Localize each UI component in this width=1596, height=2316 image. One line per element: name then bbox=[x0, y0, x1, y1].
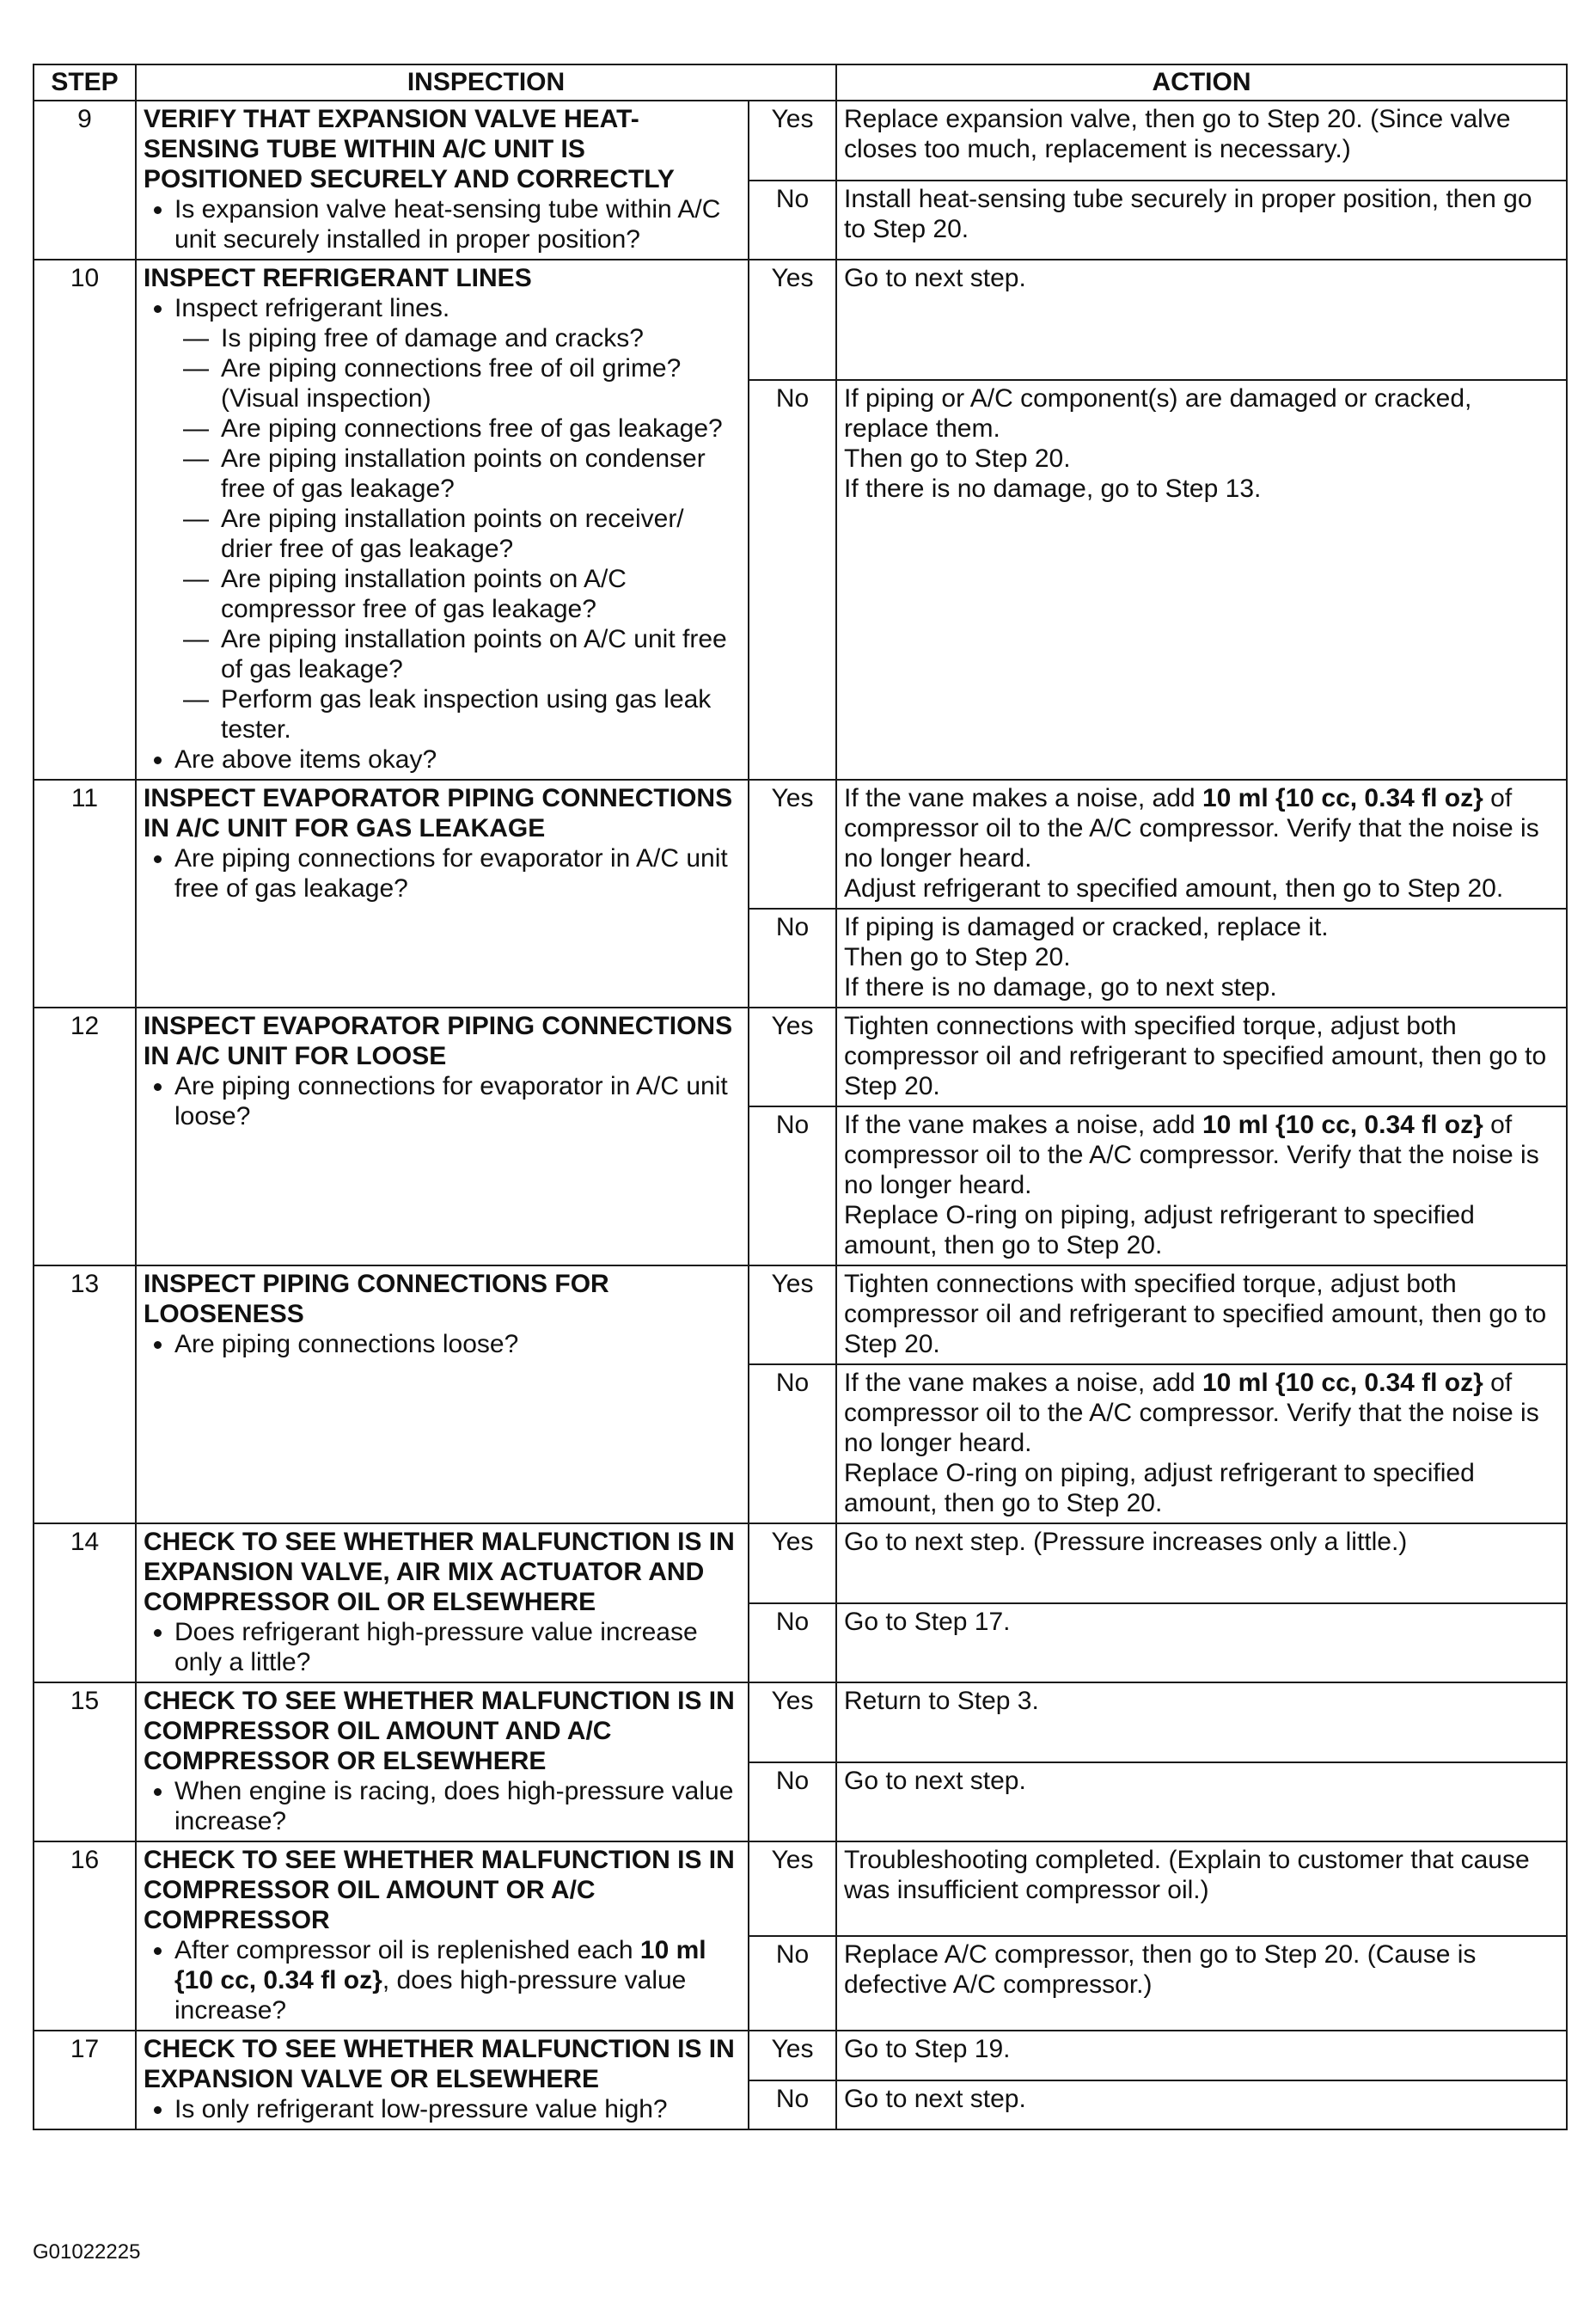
inspection-item-text: Are above items okay? bbox=[174, 745, 437, 774]
inspection-item-text: Are piping connections for evaporator in A/C unit loose? bbox=[174, 1072, 728, 1130]
inspection-cell bbox=[136, 101, 749, 260]
no-action bbox=[836, 909, 1567, 1008]
step-row-11-yes bbox=[34, 780, 1567, 909]
no-action bbox=[836, 1364, 1567, 1523]
action-line: Troubleshooting completed. (Explain to customer that cause was insufficient compressor oil.) bbox=[844, 1846, 1530, 1904]
step-row-13-yes bbox=[34, 1265, 1567, 1364]
action-line: Install heat-sensing tube securely in proper position, then go to Step 20. bbox=[844, 184, 1532, 243]
step-row-15-yes bbox=[34, 1682, 1567, 1762]
yes-label: Yes bbox=[749, 780, 836, 909]
inspection-item-text: Inspect refrigerant lines. bbox=[174, 294, 450, 322]
inspection-items bbox=[144, 843, 741, 904]
action-line: Go to next step. (Pressure increases only a little.) bbox=[844, 1528, 1408, 1556]
text-segment: If the vane makes a noise, add bbox=[844, 784, 1202, 812]
action-header: ACTION bbox=[836, 64, 1567, 101]
inspection-title: CHECK TO SEE WHETHER MALFUNCTION IS IN EXPANSION VALVE OR ELSEWHERE bbox=[144, 2035, 735, 2093]
inspection-item bbox=[174, 1776, 741, 1836]
no-action bbox=[836, 1603, 1567, 1683]
step-number: 14 bbox=[34, 1523, 136, 1682]
no-label: No bbox=[749, 1364, 836, 1523]
yes-label: Yes bbox=[749, 1523, 836, 1603]
action-line: If there is no damage, go to next step. bbox=[844, 973, 1277, 1002]
action-line: Return to Step 3. bbox=[844, 1687, 1039, 1715]
inspection-item-text: Does refrigerant high-pressure value increase only a little? bbox=[174, 1618, 698, 1676]
no-label: No bbox=[749, 2080, 836, 2130]
inspection-item bbox=[174, 2094, 741, 2124]
action-line: Go to next step. bbox=[844, 1766, 1026, 1795]
inspection-cell bbox=[136, 780, 749, 1008]
table-body bbox=[34, 101, 1567, 2129]
header-row bbox=[34, 64, 1567, 101]
text-segment: If the vane makes a noise, add bbox=[844, 1111, 1202, 1139]
inspection-items bbox=[144, 1329, 741, 1359]
yes-action bbox=[836, 2031, 1567, 2080]
inspection-item-text: Are piping connections loose? bbox=[174, 1330, 519, 1358]
yes-label: Yes bbox=[749, 2031, 836, 2080]
inspection-title: INSPECT EVAPORATOR PIPING CONNECTIONS IN A/C UNIT FOR LOOSE bbox=[144, 1012, 733, 1070]
inspection-cell bbox=[136, 1841, 749, 2031]
inspection-title: CHECK TO SEE WHETHER MALFUNCTION IS IN COMPRESSOR OIL AMOUNT OR A/C COMPRESSOR bbox=[144, 1846, 735, 1934]
inspection-items bbox=[144, 1776, 741, 1836]
text-segment: , does high-pressure value increase? bbox=[174, 1966, 687, 2025]
inspection-title: CHECK TO SEE WHETHER MALFUNCTION IS IN COMPRESSOR OIL AMOUNT AND A/C COMPRESSOR OR ELSEWHERE bbox=[144, 1687, 735, 1775]
bold-quantity: 10 ml {10 cc, 0.34 fl oz} bbox=[1202, 784, 1483, 812]
inspection-item-text: Are piping connections for evaporator in A/C unit free of gas leakage? bbox=[174, 844, 728, 903]
inspection-cell bbox=[136, 1265, 749, 1523]
action-line: If piping is damaged or cracked, replace it. bbox=[844, 913, 1329, 941]
yes-action bbox=[836, 1682, 1567, 1762]
no-action bbox=[836, 1936, 1567, 2031]
inspection-cell bbox=[136, 1523, 749, 1682]
inspection-item bbox=[174, 1071, 741, 1131]
action-line: Go to Step 17. bbox=[844, 1607, 1011, 1636]
action-line: Replace expansion valve, then go to Step 20. (Since valve closes too much, replacement is necessary.) bbox=[844, 105, 1511, 163]
inspection-title: VERIFY THAT EXPANSION VALVE HEAT-SENSING TUBE WITHIN A/C UNIT IS POSITIONED SECURELY AND CORRECTLY bbox=[144, 105, 675, 193]
action-line: Go to Step 19. bbox=[844, 2035, 1011, 2063]
no-label: No bbox=[749, 1762, 836, 1842]
step-number: 10 bbox=[34, 260, 136, 780]
text-segment: of compressor oil to the A/C compressor. Verify that the noise is no longer heard. bbox=[844, 784, 1539, 873]
action-line: Tighten connections with specified torque, adjust both compressor oil and refrigerant to specified amount, then go to Step 20. bbox=[844, 1012, 1547, 1100]
text-segment: If the vane makes a noise, add bbox=[844, 1369, 1202, 1397]
yes-action bbox=[836, 1523, 1567, 1603]
no-action bbox=[836, 1762, 1567, 1842]
inspection-title: CHECK TO SEE WHETHER MALFUNCTION IS IN EXPANSION VALVE, AIR MIX ACTUATOR AND COMPRESSOR OIL OR ELSEWHERE bbox=[144, 1528, 735, 1616]
inspection-cell bbox=[136, 2031, 749, 2129]
no-action bbox=[836, 1106, 1567, 1265]
figure-id: G01022225 bbox=[33, 2240, 141, 2264]
inspection-item bbox=[174, 194, 741, 254]
no-action bbox=[836, 2080, 1567, 2130]
action-line: Replace A/C compressor, then go to Step 20. (Cause is defective A/C compressor.) bbox=[844, 1940, 1477, 1999]
yes-action bbox=[836, 780, 1567, 909]
inspection-subitems bbox=[174, 323, 741, 744]
yes-action bbox=[836, 1008, 1567, 1106]
action-line: Tighten connections with specified torque, adjust both compressor oil and refrigerant to specified amount, then go to Step 20. bbox=[844, 1270, 1547, 1358]
yes-label: Yes bbox=[749, 1008, 836, 1106]
inspection-item bbox=[174, 744, 741, 775]
no-label: No bbox=[749, 1603, 836, 1683]
action-line: Replace O-ring on piping, adjust refrigerant to specified amount, then go to Step 20. bbox=[844, 1459, 1475, 1517]
inspection-items bbox=[144, 194, 741, 254]
yes-action bbox=[836, 101, 1567, 181]
yes-label: Yes bbox=[749, 1841, 836, 1936]
no-label: No bbox=[749, 181, 836, 260]
inspection-item-text: Is expansion valve heat-sensing tube within A/C unit securely installed in proper position? bbox=[174, 195, 721, 254]
inspection-item bbox=[174, 293, 741, 744]
step-row-17-yes bbox=[34, 2031, 1567, 2080]
yes-label: Yes bbox=[749, 1682, 836, 1762]
inspection-item-text bbox=[174, 1936, 706, 2025]
action-line bbox=[844, 1110, 1559, 1200]
action-line bbox=[844, 783, 1559, 873]
inspection-subitem: — Perform gas leak inspection using gas leak tester. bbox=[183, 684, 741, 744]
action-line: Go to next step. bbox=[844, 2084, 1026, 2113]
action-line: If there is no damage, go to Step 13. bbox=[844, 474, 1262, 503]
step-row-9-yes bbox=[34, 101, 1567, 181]
yes-label: Yes bbox=[749, 101, 836, 181]
step-number: 11 bbox=[34, 780, 136, 1008]
inspection-subitem: — Are piping installation points on A/C compressor free of gas leakage? bbox=[183, 564, 741, 624]
no-action bbox=[836, 380, 1567, 780]
bold-quantity: 10 ml {10 cc, 0.34 fl oz} bbox=[1202, 1111, 1483, 1139]
action-line: Then go to Step 20. bbox=[844, 943, 1071, 971]
inspection-cell bbox=[136, 260, 749, 780]
step-number: 17 bbox=[34, 2031, 136, 2129]
inspection-subitem: — Are piping installation points on receiver/ drier free of gas leakage? bbox=[183, 504, 741, 564]
no-label: No bbox=[749, 380, 836, 780]
inspection-header: INSPECTION bbox=[136, 64, 836, 101]
no-label: No bbox=[749, 909, 836, 1008]
inspection-subitem: — Are piping connections free of gas leakage? bbox=[183, 414, 741, 444]
text-segment: of compressor oil to the A/C compressor. Verify that the noise is no longer heard. bbox=[844, 1369, 1539, 1457]
yes-action bbox=[836, 260, 1567, 380]
inspection-cell bbox=[136, 1682, 749, 1841]
no-label: No bbox=[749, 1936, 836, 2031]
inspection-subitem: — Is piping free of damage and cracks? bbox=[183, 323, 741, 353]
inspection-item bbox=[174, 843, 741, 904]
step-number: 15 bbox=[34, 1682, 136, 1841]
yes-label: Yes bbox=[749, 1265, 836, 1364]
yes-label: Yes bbox=[749, 260, 836, 380]
inspection-items bbox=[144, 293, 741, 775]
inspection-items bbox=[144, 2094, 741, 2124]
inspection-item bbox=[174, 1617, 741, 1677]
step-number: 9 bbox=[34, 101, 136, 260]
inspection-items bbox=[144, 1617, 741, 1677]
action-line: Replace O-ring on piping, adjust refrigerant to specified amount, then go to Step 20. bbox=[844, 1201, 1475, 1259]
step-number: 12 bbox=[34, 1008, 136, 1265]
inspection-item bbox=[174, 1935, 741, 2025]
inspection-cell bbox=[136, 1008, 749, 1265]
yes-action bbox=[836, 1841, 1567, 1936]
action-line: Adjust refrigerant to specified amount, then go to Step 20. bbox=[844, 874, 1504, 903]
inspection-title: INSPECT REFRIGERANT LINES bbox=[144, 264, 532, 292]
action-line: Then go to Step 20. bbox=[844, 444, 1071, 473]
action-line: Go to next step. bbox=[844, 264, 1026, 292]
action-line: If piping or A/C component(s) are damaged or cracked, replace them. bbox=[844, 383, 1472, 443]
no-label: No bbox=[749, 1106, 836, 1265]
inspection-item-text: When engine is racing, does high-pressure value increase? bbox=[174, 1777, 734, 1835]
inspection-items bbox=[144, 1071, 741, 1131]
inspection-title: INSPECT PIPING CONNECTIONS FOR LOOSENESS bbox=[144, 1270, 609, 1328]
step-row-16-yes bbox=[34, 1841, 1567, 1936]
inspection-subitem: — Are piping installation points on condenser free of gas leakage? bbox=[183, 444, 741, 504]
inspection-title: INSPECT EVAPORATOR PIPING CONNECTIONS IN A/C UNIT FOR GAS LEAKAGE bbox=[144, 784, 733, 842]
step-header: STEP bbox=[34, 64, 136, 101]
step-row-10-yes bbox=[34, 260, 1567, 380]
troubleshooting-table bbox=[33, 64, 1568, 2130]
action-line bbox=[844, 1368, 1559, 1458]
step-row-12-yes bbox=[34, 1008, 1567, 1106]
inspection-item bbox=[174, 1329, 741, 1359]
inspection-subitem: — Are piping installation points on A/C unit free of gas leakage? bbox=[183, 624, 741, 684]
text-segment: of compressor oil to the A/C compressor. Verify that the noise is no longer heard. bbox=[844, 1111, 1539, 1199]
no-action bbox=[836, 181, 1567, 260]
step-row-14-yes bbox=[34, 1523, 1567, 1603]
inspection-subitem: — Are piping connections free of oil grime? (Visual inspection) bbox=[183, 353, 741, 414]
inspection-items bbox=[144, 1935, 741, 2025]
bold-quantity: 10 ml {10 cc, 0.34 fl oz} bbox=[1202, 1369, 1483, 1397]
text-segment: After compressor oil is replenished each bbox=[174, 1936, 640, 1964]
inspection-item-text: Is only refrigerant low-pressure value high? bbox=[174, 2095, 668, 2123]
step-number: 16 bbox=[34, 1841, 136, 2031]
step-number: 13 bbox=[34, 1265, 136, 1523]
bold-quantity: 10 ml {10 cc, 0.34 fl oz} bbox=[174, 1936, 706, 1994]
yes-action bbox=[836, 1265, 1567, 1364]
